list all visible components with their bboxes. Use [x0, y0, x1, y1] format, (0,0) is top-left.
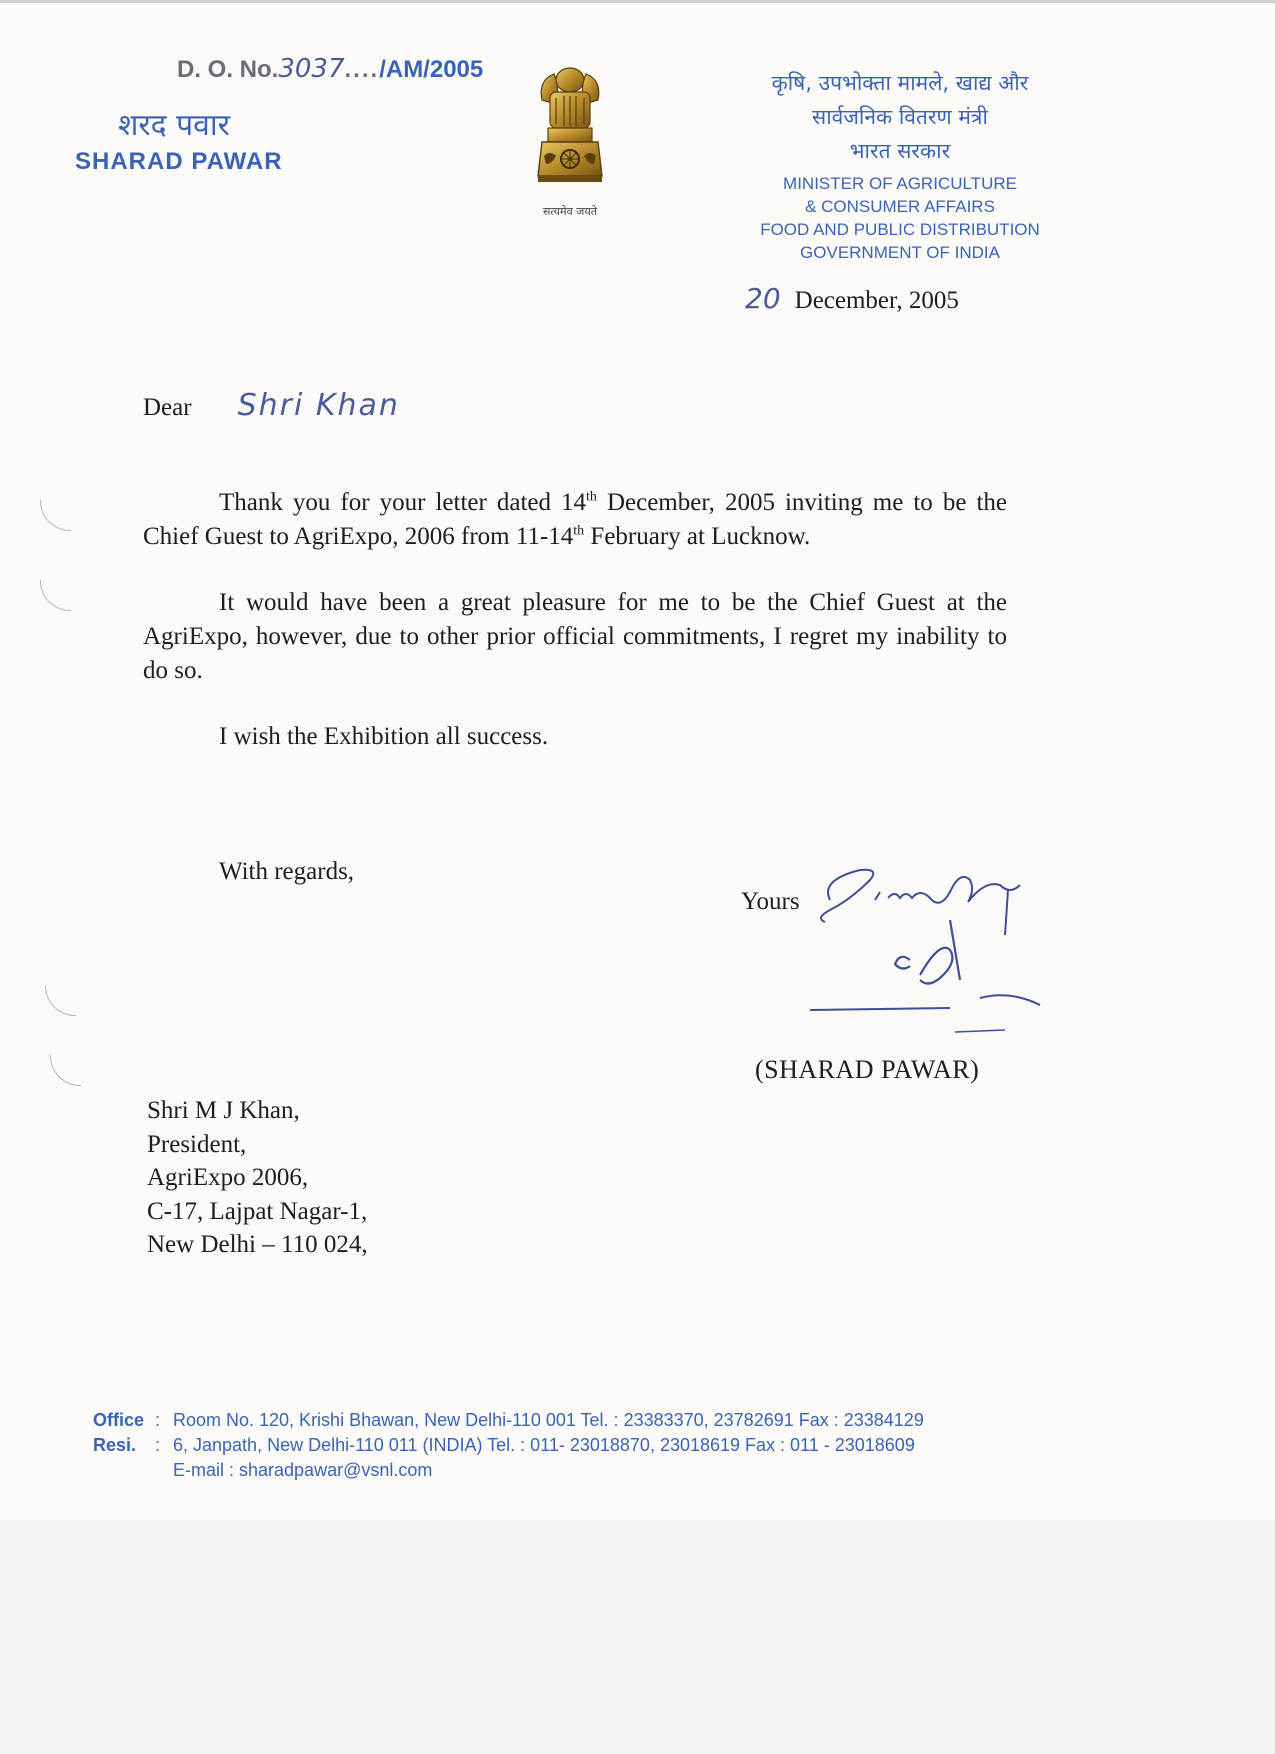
ministry-english-line: GOVERNMENT OF INDIA [800, 243, 1000, 262]
footer-office-row: Office : Room No. 120, Krishi Bhawan, New Delhi-110 001 Tel. : 23383370, 23782691 Fax : 23384129 [93, 1408, 924, 1433]
date-day-handwritten: 20 [745, 282, 781, 315]
do-number-suffix: /AM/2005 [379, 56, 484, 83]
address-line: Shri M J Khan, [147, 1097, 300, 1124]
date-month-year: December, 2005 [794, 287, 959, 314]
closing-regards: With regards, [219, 858, 355, 885]
letter-body [143, 486, 1007, 754]
closing-yours: Yours [741, 888, 800, 915]
footer-resi-label: Resi. [93, 1435, 137, 1455]
salutation [143, 388, 400, 423]
letterhead-footer [93, 1408, 924, 1483]
ministry-hindi-line: भारत सरकार [849, 139, 951, 163]
footer-office-text: Room No. 120, Krishi Bhawan, New Delhi-110 001 Tel. : 23383370, 23782691 Fax : 23384129 [173, 1410, 924, 1430]
ministry-hindi-line: कृषि, उपभोक्ता मामले, खाद्य और [771, 71, 1029, 95]
footer-email: E-mail : sharadpawar@vsnl.com [173, 1460, 433, 1480]
punch-hole-mark [40, 500, 71, 531]
body-paragraph [143, 486, 1007, 554]
sender-name-hindi: शरद पवार [118, 108, 230, 143]
ordinal-suffix: th [573, 523, 585, 539]
address-line: New Delhi – 110 024, [147, 1231, 368, 1258]
ministry-english-line: FOOD AND PUBLIC DISTRIBUTION [760, 220, 1040, 239]
footer-resi-text: 6, Janpath, New Delhi-110 011 (INDIA) Tel. : 011- 23018870, 23018619 Fax : 011 - 23018609 [173, 1435, 915, 1455]
handwritten-signature [800, 840, 1080, 1040]
ministry-block [730, 66, 1070, 264]
recipient-address [147, 1094, 368, 1262]
scan-top-edge [0, 0, 1275, 3]
ministry-english-line: & CONSUMER AFFAIRS [805, 197, 995, 216]
body-text: December, 2005 inviting me to be the Chief Guest to AgriExpo, 2006 from 11-14 [143, 489, 1008, 550]
punch-hole-mark [45, 985, 76, 1016]
salutation-dear: Dear [143, 394, 192, 421]
scan-bottom-shade [0, 1520, 1275, 1754]
sender-name-english: SHARAD PAWAR [75, 148, 283, 175]
do-number: D. O. No.3037..../AM/2005 [177, 54, 484, 84]
body-text: Thank you for your letter dated 14 [219, 489, 587, 516]
body-text: February at Lucknow. [584, 523, 811, 550]
ordinal-suffix: th [586, 489, 597, 505]
footer-office-label: Office [93, 1410, 145, 1430]
address-line: President, [147, 1130, 247, 1158]
address-line: AgriExpo 2006, [147, 1164, 309, 1191]
signer-name: (SHARAD PAWAR) [755, 1055, 980, 1084]
punch-hole-mark [50, 1055, 81, 1086]
salutation-name-handwritten: Shri Khan [237, 388, 400, 423]
body-paragraph: It would have been a great pleasure for me to be the Chief Guest at the AgriExpo, however, due to other prior official commitments, I regret my inability to do so. [143, 589, 1007, 684]
address-line: C-17, Lajpat Nagar-1, [147, 1197, 368, 1225]
emblem-motto: सत्यमेव जयते [542, 205, 597, 218]
ministry-hindi-line: सार्वजनिक वितरण मंत्री [812, 105, 988, 129]
do-number-prefix: D. O. No. [177, 56, 279, 83]
punch-hole-mark [40, 580, 71, 611]
do-number-handwritten: 3037 [278, 54, 345, 84]
footer-resi-row: Resi. : 6, Janpath, New Delhi-110 011 (INDIA) Tel. : 011- 23018870, 23018619 Fax : 011 - 23018609 [93, 1433, 924, 1458]
national-emblem-icon [520, 58, 620, 218]
ministry-english-line: MINISTER OF AGRICULTURE [783, 174, 1017, 193]
letter-date [745, 282, 959, 315]
body-paragraph: I wish the Exhibition all success. [219, 723, 549, 750]
